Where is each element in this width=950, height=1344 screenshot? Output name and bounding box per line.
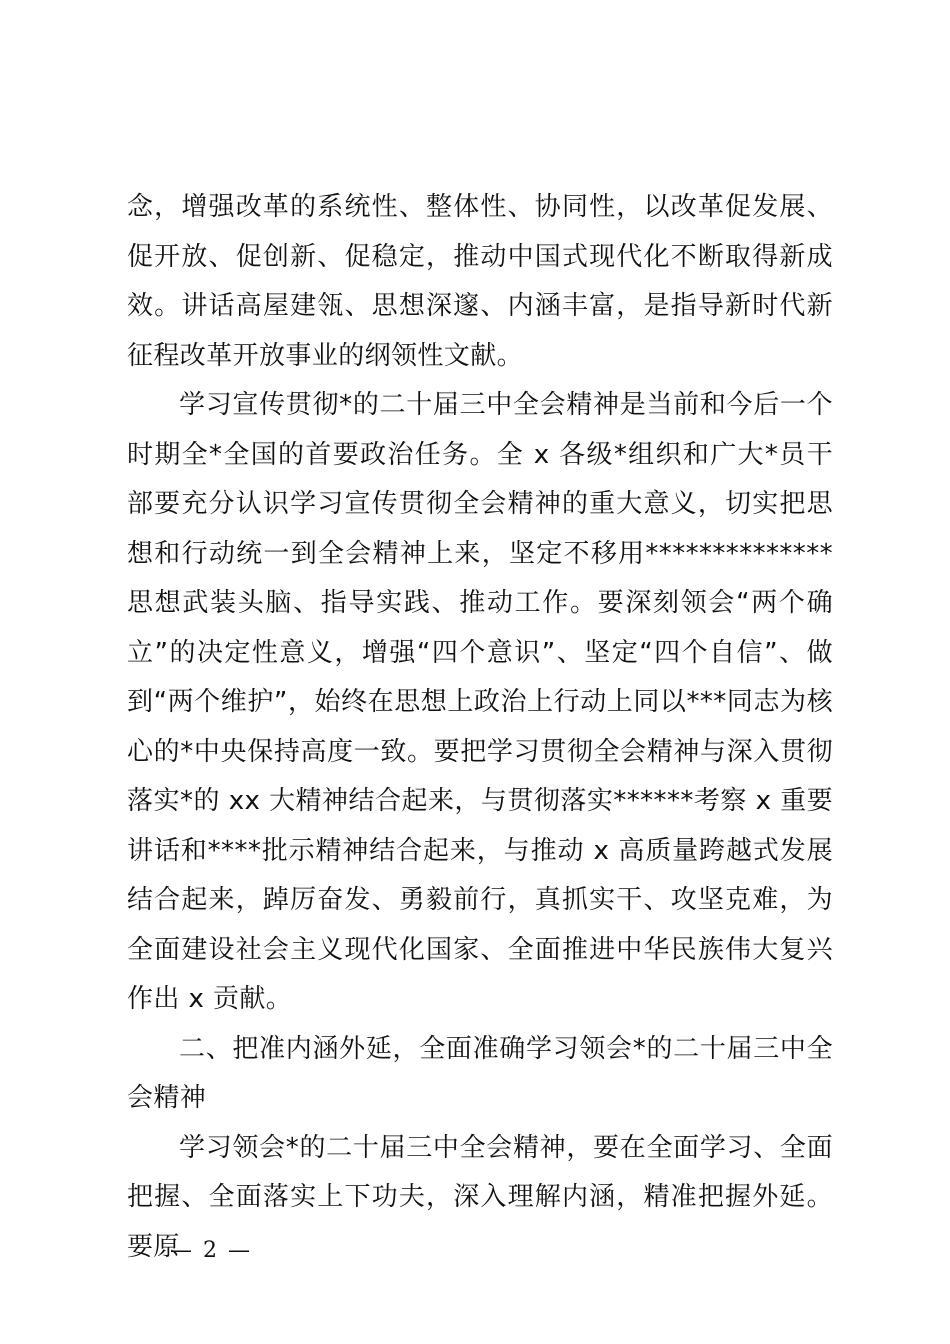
paragraph-2: 学习宣传贯彻*的二十届三中全会精神是当前和今后一个时期全*全国的首要政治任务。全 x 各级*组织和广大*员干部要充分认识学习宣传贯彻全会精神的重大意义，切实把思想和行动统一到全会精神上来，坚定不移用**************思想武装头脑、指导实践、推动工作。要深刻领会“两个确立”的决定性意义，增强“四个意识”、坚定“四个自信”、做到“两个维护”，始终在思想上政治上行动上同以***同志为核心的*中央保持高度一致。要把学习贯彻全会精神与深入贯彻落实*的 xx 大精神结合起来，与贯彻落实******考察 x 重要讲话和****批示精神结合起来，与推动 x 高质量跨越式发展结合起来，踔厉奋发、勇毅前行，真抓实干、攻坚克难，为全面建设社会主义现代化国家、全面推进中华民族伟大复兴作出 x 贡献。 [127, 390, 833, 1014]
page-number: — 2 — [170, 1238, 252, 1263]
paragraph-3: 学习领会*的二十届三中全会精神，要在全面学习、全面把握、全面落实上下功夫，深入理解内涵，精准把握外延。要原 [127, 1132, 833, 1262]
paragraph-1: 念，增强改革的系统性、整体性、协同性，以改革促发展、促开放、促创新、促稳定，推动中国式现代化不断取得新成效。讲话高屋建瓴、思想深邃、内涵丰富，是指导新时代新征程改革开放事业的纲领性文献。 [127, 192, 833, 371]
section-heading: 二、把准内涵外延，全面准确学习领会*的二十届三中全会精神 [127, 1033, 833, 1113]
document-body [127, 183, 833, 1272]
